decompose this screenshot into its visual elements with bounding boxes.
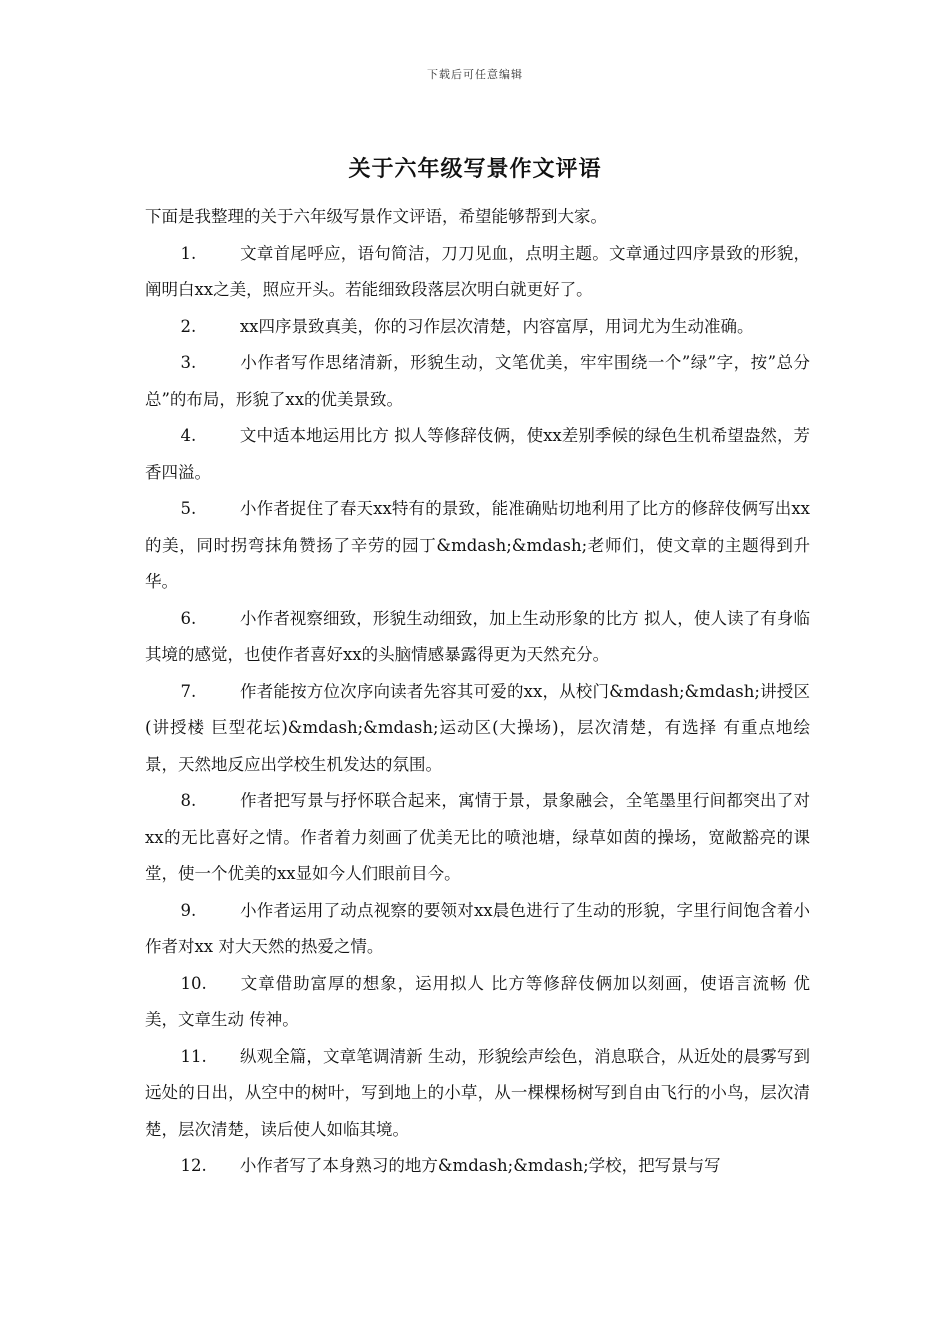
list-item (145, 236, 810, 309)
intro-paragraph: 下面是我整理的关于六年级写景作文评语，希望能够帮到大家。 (145, 207, 607, 226)
item-number: 8. (180, 791, 197, 810)
item-number: 6. (180, 608, 197, 628)
list-item (145, 418, 810, 491)
item-number: 4. (180, 426, 197, 445)
item-number: 12. (180, 1156, 207, 1175)
list-item (145, 1039, 810, 1149)
list-item (145, 491, 810, 601)
list-item (145, 309, 810, 346)
list-item (145, 966, 810, 1039)
list-item (145, 893, 810, 966)
item-number: 5. (180, 499, 197, 518)
list-item (145, 783, 810, 893)
item-text: 小作者写作思绪清新，形貌生动，文笔优美，牢牢围绕一个”绿”字，按”总分总”的布局，形貌了xx的优美景致。 (145, 353, 810, 409)
item-text: 小作者写了本身熟习的地方&mdash;&mdash;学校，把写景与写 (239, 1156, 721, 1175)
item-number: 7. (180, 681, 197, 701)
item-number: 10. (180, 973, 207, 993)
item-number: 9. (180, 900, 197, 920)
item-text: 小作者视察细致，形貌生动细致，加上生动形象的比方 拟人，使人读了有身临其境的感觉，也使作者喜好xx的头脑情感暴露得更为天然充分。 (145, 608, 810, 664)
item-text: 作者把写景与抒怀联合起来，寓情于景，景象融会，全笔墨里行间都突出了对xx的无比喜好之情。作者着力刻画了优美无比的喷池塘，绿草如茵的操场，宽敞豁亮的课堂，使一个优美的xx显如今人们眼前目今。 (145, 791, 810, 883)
list-item (145, 1148, 810, 1185)
item-text: 小作者捉住了春天xx特有的景致，能准确贴切地利用了比方的修辞伎俩写出xx的美，同时拐弯抹角赞扬了辛劳的园丁&mdash;&mdash;老师们，使文章的主题得到升华。 (145, 499, 810, 591)
item-text: 文中适本地运用比方 拟人等修辞伎俩，使xx差别季候的绿色生机希望盎然，芳香四溢。 (145, 426, 810, 482)
item-number: 2. (180, 316, 197, 336)
item-text: 作者能按方位次序向读者先容其可爱的xx，从校门&mdash;&mdash;讲授区(讲授楼 巨型花坛)&mdash;&mdash;运动区(大操场)，层次清楚，有选择 有重点地绘景，天然地反应出学校生机发达的氛围。 (145, 681, 810, 774)
list-item (145, 674, 810, 784)
item-text: 文章首尾呼应，语句简洁，刀刀见血，点明主题。文章通过四序景致的形貌，阐明白xx之美，照应开头。若能细致段落层次明白就更好了。 (145, 243, 810, 299)
item-number: 11. (180, 1046, 207, 1066)
page-title: 关于六年级写景作文评语 (348, 156, 602, 182)
item-text: 纵观全篇，文章笔调清新 生动，形貌绘声绘色，消息联合，从近处的晨雾写到远处的日出，从空中的树叶，写到地上的小草，从一棵棵杨树写到自由飞行的小鸟，层次清楚，层次清楚，读后使人如临其境。 (145, 1046, 810, 1139)
item-number: 1. (180, 243, 197, 263)
item-text: xx四序景致真美，你的习作层次清楚，内容富厚，用词尤为生动准确。 (239, 316, 754, 336)
item-text: 文章借助富厚的想象，运用拟人 比方等修辞伎俩加以刻画，使语言流畅 优美，文章生动 传神。 (145, 973, 810, 1029)
list-item (145, 345, 810, 418)
item-text: 小作者运用了动点视察的要领对xx晨色进行了生动的形貌，字里行间饱含着小作者对xx 对大天然的热爱之情。 (145, 900, 810, 956)
item-number: 3. (180, 353, 197, 372)
list-item (145, 601, 810, 674)
header-note: 下载后可任意编辑 (427, 68, 523, 81)
document-body (145, 199, 810, 1185)
